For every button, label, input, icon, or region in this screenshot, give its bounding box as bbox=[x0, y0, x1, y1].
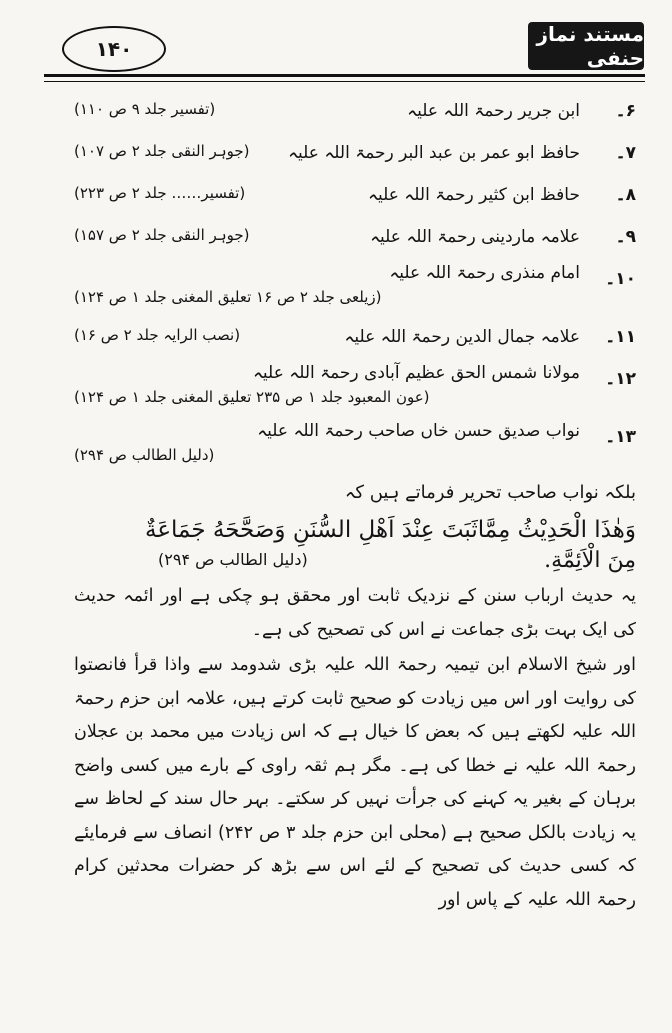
list-item bbox=[74, 418, 636, 476]
arabic-quote: وَهٰذَا الْحَدِيْثُ مِمَّاثَبَتَ عِنْدَ اَهْلِ السُّنَنِ وَصَحَّحَهُ جَمَاعَةٌ bbox=[144, 517, 636, 543]
entry-reference: (جوہر النقی جلد ۲ ص ۱۰۷) bbox=[74, 142, 250, 160]
entry-reference: (جوہر النقی جلد ۲ ص ۱۵۷) bbox=[74, 226, 250, 244]
entry-name: علامہ جمال الدین رحمۃ اللہ علیہ bbox=[344, 327, 580, 347]
book-title-badge: مستند نماز حنفی bbox=[528, 22, 644, 70]
page-number: ۱۴۰ bbox=[62, 26, 166, 72]
body-paragraph: یہ حدیث ارباب سنن کے نزدیک ثابت اور محقق ہو چکی ہے اور ائمہ حدیث کی ایک بہت بڑی جماعت نے اس کی تصحیح کی ہے۔ bbox=[74, 586, 636, 640]
entry-name: ابن جریر رحمۃ اللہ علیہ bbox=[407, 101, 580, 121]
entry-reference: (تفسیر…… جلد ۲ ص ۲۲۳) bbox=[74, 184, 246, 202]
intro-line: بلکہ نواب صاحب تحریر فرماتے ہیں کہ bbox=[344, 482, 636, 503]
entry-name: نواب صدیق حسن خاں صاحب رحمۃ اللہ علیہ bbox=[257, 421, 580, 441]
entry-name: حافظ ابو عمر بن عبد البر رحمۃ اللہ علیہ bbox=[288, 143, 580, 163]
entry-number: ۱۰۔ bbox=[605, 269, 636, 289]
entry-number: ۸۔ bbox=[615, 185, 636, 205]
list-item bbox=[74, 92, 636, 134]
list-item bbox=[74, 134, 636, 176]
entry-number: ۱۳۔ bbox=[605, 427, 636, 447]
entry-number: ۹۔ bbox=[615, 227, 636, 247]
entry-reference: (نصب الرایہ جلد ۲ ص ۱۶) bbox=[74, 326, 241, 344]
entry-number: ۱۱۔ bbox=[605, 327, 636, 347]
body-paragraph: اور شیخ الاسلام ابن تیمیہ رحمۃ اللہ علیہ بڑی شدومد سے واذا قرأ فانصتوا کی روایت اور اس میں زیادت کو صحیح ثابت کرتے ہیں، علامہ ابن حزم رحمۃ اللہ علیہ لکھتے ہیں کہ بعض کا خیال ہے کہ اس زیادت میں محمد بن عجلان رحمۃ اللہ علیہ نے خطا کی ہے۔ مگر ہم ثقہ راوی کے بارے میں کسی واضح برہان کے بغیر یہ کہنے کی جرأت نہیں کر سکتے۔ بہر حال سند کے لحاظ سے یہ زیادت بالکل صحیح ہے (محلی ابن حزم جلد ۳ ص ۲۴۲) انصاف سے فرمایئے کہ کسی حدیث کی تصحیح کے لئے اس سے بڑھ کر حضرات محدثین کرام رحمۃ اللہ علیہ کے پاس اور bbox=[74, 655, 636, 910]
quote-reference-line bbox=[74, 548, 636, 580]
header-rule-thick bbox=[44, 74, 645, 77]
page-header bbox=[44, 18, 644, 76]
list-item bbox=[74, 218, 636, 260]
quote-reference: (دلیل الطالب ص ۲۹۴) bbox=[158, 550, 308, 569]
entry-reference: (زیلعی جلد ۲ ص ۱۶ تعلیق المغنی جلد ۱ ص ۱۲۴) bbox=[74, 288, 382, 306]
entry-name: امام منذری رحمۃ اللہ علیہ bbox=[389, 263, 580, 283]
list-item bbox=[74, 318, 636, 360]
entry-reference: (تفسیر جلد ۹ ص ۱۱۰) bbox=[74, 100, 216, 118]
list-item bbox=[74, 360, 636, 418]
arabic-quote-tail: مِنَ الْاَئِمَّةِ. bbox=[544, 548, 636, 573]
page-content bbox=[74, 92, 636, 1022]
entry-number: ۷۔ bbox=[615, 143, 636, 163]
list-item bbox=[74, 260, 636, 318]
entry-number: ۶۔ bbox=[615, 101, 636, 121]
entry-reference: (عون المعبود جلد ۱ ص ۲۳۵ تعلیق المغنی جلد ۱ ص ۱۲۴) bbox=[74, 388, 430, 406]
list-item bbox=[74, 176, 636, 218]
entry-number: ۱۲۔ bbox=[605, 369, 636, 389]
entry-name: مولانا شمس الحق عظیم آبادی رحمۃ اللہ علیہ bbox=[252, 363, 580, 383]
header-rule-thin bbox=[44, 81, 645, 82]
entry-reference: (دلیل الطالب ص ۲۹۴) bbox=[74, 446, 215, 464]
entry-name: علامہ ماردینی رحمۃ اللہ علیہ bbox=[370, 227, 580, 247]
entry-name: حافظ ابن کثیر رحمۃ اللہ علیہ bbox=[368, 185, 580, 205]
